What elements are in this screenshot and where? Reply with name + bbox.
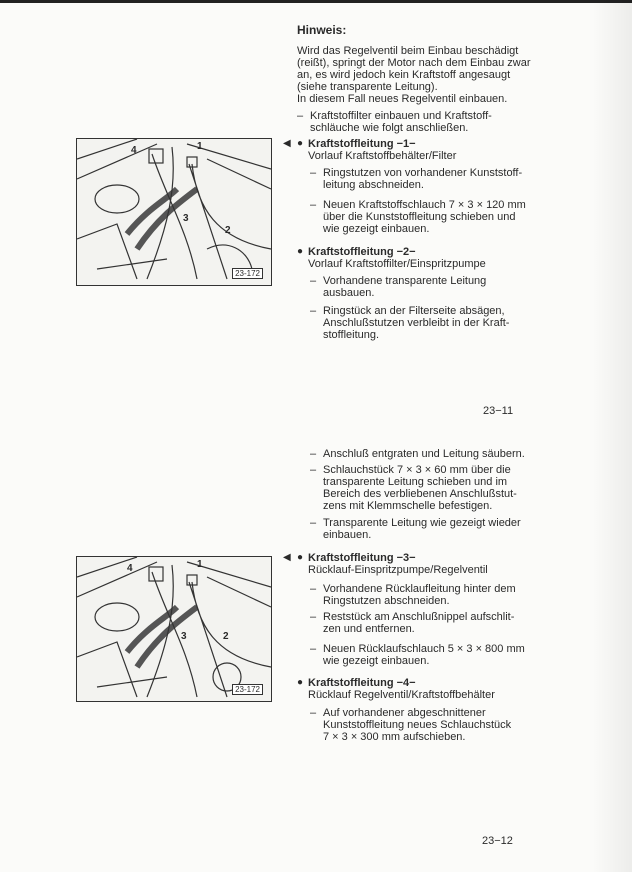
fuel-line-4-heading bbox=[297, 677, 538, 701]
step bbox=[310, 464, 533, 512]
fuel-line-3-heading bbox=[283, 552, 538, 576]
step bbox=[310, 448, 533, 460]
step-line: Transparente Leitung wie gezeigt wieder bbox=[323, 517, 521, 529]
bullet-icon: ● bbox=[297, 246, 304, 257]
scan-shadow bbox=[592, 0, 632, 872]
engine-figure bbox=[76, 556, 272, 702]
callout-1: 1 bbox=[197, 559, 203, 570]
step-line: Schlauchstück 7 × 3 × 60 mm über die bbox=[323, 464, 511, 476]
figure-pointer-icon: ◀ bbox=[283, 138, 291, 149]
figure-number: 23-172 bbox=[232, 684, 263, 695]
figure-pointer-icon: ◀ bbox=[283, 552, 291, 563]
section-title: Kraftstoffleitung −2− bbox=[308, 246, 416, 258]
note-line: (siehe transparente Leitung). bbox=[297, 81, 438, 93]
callout-3: 3 bbox=[183, 213, 189, 224]
section-subtitle: Vorlauf Kraftstoffbehälter/Filter bbox=[308, 150, 457, 162]
note-line: Wird das Regelventil beim Einbau beschädigt bbox=[297, 45, 519, 57]
dash-icon: – bbox=[310, 448, 317, 460]
section-title: Kraftstoffleitung −4− bbox=[308, 677, 416, 689]
dash-icon: – bbox=[310, 199, 317, 211]
scan-edge bbox=[0, 0, 632, 3]
section-title: Kraftstoffleitung −3− bbox=[308, 552, 416, 564]
step bbox=[310, 643, 533, 667]
callout-4: 4 bbox=[131, 145, 137, 156]
bullet-icon: ● bbox=[297, 552, 304, 563]
bullet-icon: ● bbox=[297, 677, 304, 688]
step-line: Vorhandene transparente Leitung bbox=[323, 275, 487, 287]
step-line: Kraftstoffilter einbauen und Kraftstoff- bbox=[310, 110, 492, 122]
step-line: Vorhandene Rücklaufleitung hinter dem bbox=[323, 583, 516, 595]
step bbox=[310, 199, 533, 235]
step-line: Ringstutzen von vorhandener Kunststoff- bbox=[323, 167, 523, 179]
note-title: Hinweis: bbox=[297, 23, 347, 37]
note-text bbox=[297, 45, 531, 105]
step bbox=[310, 583, 533, 607]
step-line: über die Kunststoffleitung schieben und bbox=[323, 211, 516, 223]
dash-icon: – bbox=[310, 464, 317, 476]
step-line: wie gezeigt einbauen. bbox=[323, 655, 430, 667]
step-line: ausbauen. bbox=[323, 287, 375, 299]
step-line: Anschlußstutzen verbleibt in der Kraft- bbox=[323, 317, 510, 329]
step-line: Bereich des verbliebenen Anschlußstut- bbox=[323, 488, 517, 500]
note-line: (reißt), springt der Motor nach dem Einbau zwar bbox=[297, 57, 531, 69]
section-subtitle: Vorlauf Kraftstoffilter/Einspritzpumpe bbox=[308, 258, 486, 270]
step bbox=[310, 275, 533, 299]
section-subtitle: Rücklauf-Einspritzpumpe/Regelventil bbox=[308, 564, 488, 576]
step-line: Neuen Kraftstoffschlauch 7 × 3 × 120 mm bbox=[323, 199, 526, 211]
step-line: leitung abschneiden. bbox=[323, 179, 424, 191]
dash-icon: – bbox=[297, 110, 304, 122]
intro-step bbox=[297, 110, 520, 134]
dash-icon: – bbox=[310, 167, 317, 179]
step-line: Neuen Rücklaufschlauch 5 × 3 × 800 mm bbox=[323, 643, 525, 655]
step-line: Reststück am Anschlußnippel aufschlit- bbox=[323, 611, 515, 623]
step-line: zen und entfernen. bbox=[323, 623, 415, 635]
engine-figure bbox=[76, 138, 272, 286]
step-line: schläuche wie folgt anschließen. bbox=[310, 122, 469, 134]
engine-illustration bbox=[77, 139, 271, 285]
step-line: stoffleitung. bbox=[323, 329, 380, 341]
callout-2: 2 bbox=[225, 225, 231, 236]
page-number: 23−12 bbox=[482, 835, 513, 847]
figure-number: 23-172 bbox=[232, 268, 263, 279]
note-line: an, es wird jedoch kein Kraftstoff angesaugt bbox=[297, 69, 511, 81]
step bbox=[310, 707, 533, 743]
fuel-line-2-heading bbox=[297, 246, 538, 270]
section-title: Kraftstoffleitung −1− bbox=[308, 138, 416, 150]
step bbox=[310, 517, 533, 541]
dash-icon: – bbox=[310, 517, 317, 529]
callout-1: 1 bbox=[197, 141, 203, 152]
step-line: Ringstück an der Filterseite absägen, bbox=[323, 305, 505, 317]
step bbox=[310, 167, 533, 191]
step-line: Auf vorhandener abgeschnittener bbox=[323, 707, 486, 719]
fuel-line-1-heading bbox=[283, 138, 538, 162]
step-line: zens mit Klemmschelle befestigen. bbox=[323, 500, 493, 512]
step-line: wie gezeigt einbauen. bbox=[323, 223, 430, 235]
step-line: 7 × 3 × 300 mm aufschieben. bbox=[323, 731, 466, 743]
bullet-icon: ● bbox=[297, 138, 304, 149]
callout-2: 2 bbox=[223, 631, 229, 642]
dash-icon: – bbox=[310, 305, 317, 317]
dash-icon: – bbox=[310, 611, 317, 623]
page-number: 23−11 bbox=[483, 405, 514, 417]
step-line: Ringstutzen abschneiden. bbox=[323, 595, 450, 607]
note-line: In diesem Fall neues Regelventil einbauen. bbox=[297, 93, 508, 105]
step-line: transparente Leitung schieben und im bbox=[323, 476, 508, 488]
step-line: einbauen. bbox=[323, 529, 372, 541]
engine-illustration bbox=[77, 557, 271, 701]
dash-icon: – bbox=[310, 707, 317, 719]
step-line: Anschluß entgraten und Leitung säubern. bbox=[323, 448, 525, 460]
section-subtitle: Rücklauf Regelventil/Kraftstoffbehälter bbox=[308, 689, 495, 701]
dash-icon: – bbox=[310, 643, 317, 655]
callout-4: 4 bbox=[127, 563, 133, 574]
step bbox=[310, 611, 533, 635]
dash-icon: – bbox=[310, 583, 317, 595]
step bbox=[310, 305, 533, 341]
dash-icon: – bbox=[310, 275, 317, 287]
step-line: Kunststoffleitung neues Schlauchstück bbox=[323, 719, 512, 731]
callout-3: 3 bbox=[181, 631, 187, 642]
